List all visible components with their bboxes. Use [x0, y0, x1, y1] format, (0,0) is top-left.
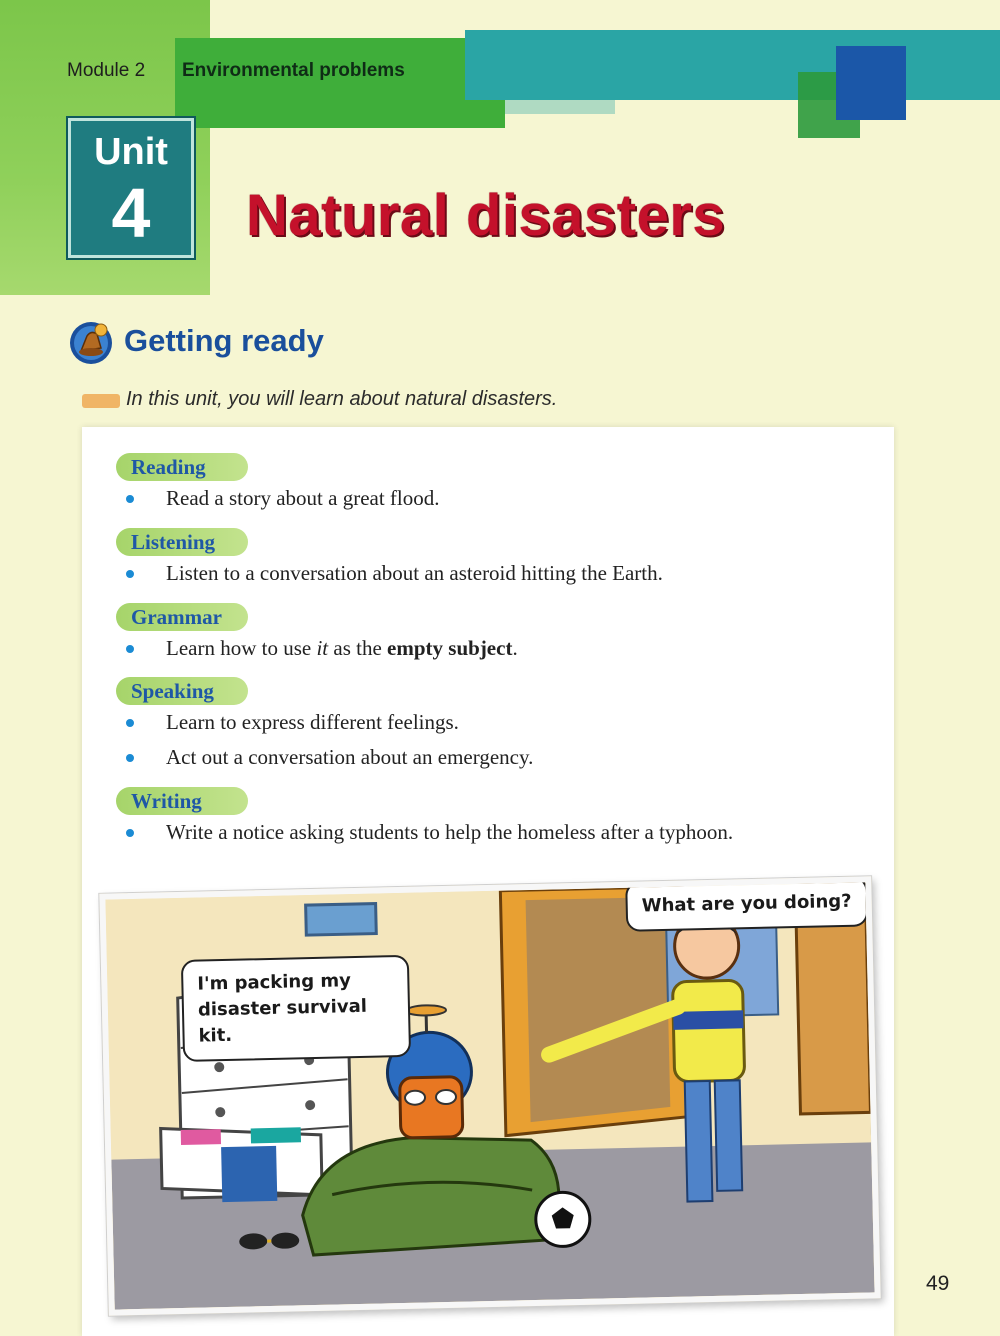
list-item: Read a story about a great flood.: [166, 486, 440, 510]
bubble-line: disaster survival kit.: [197, 995, 368, 1047]
tag-reading: Reading: [116, 453, 248, 481]
bedroom-scene: [105, 882, 874, 1309]
speech-bubble-boy: What are you doing?: [625, 876, 868, 931]
tag-listening: Listening: [116, 528, 248, 556]
item-italic: it: [316, 636, 329, 660]
list-item: Listen to a conversation about an asteroid hitting the Earth.: [166, 561, 663, 585]
module-title: Environmental problems: [182, 60, 405, 81]
header-teal-strip: [465, 30, 1000, 100]
header-teal-accent: [505, 100, 615, 114]
speech-bubble-robot: [181, 955, 411, 1062]
bubble-line: I'm packing my: [197, 970, 352, 995]
illustration: [99, 876, 880, 1315]
header-blue-square: [836, 46, 906, 120]
bell-icon: [67, 318, 117, 366]
bullet: [126, 495, 134, 503]
unit-word: Unit: [94, 131, 168, 173]
item-text: Learn how to use: [166, 636, 317, 660]
intro-text: In this unit, you will learn about natural disasters.: [126, 388, 558, 410]
bullet: [126, 645, 134, 653]
bullet: [126, 829, 134, 837]
bullet: [126, 719, 134, 727]
list-item: Learn to express different feelings.: [166, 710, 459, 734]
tag-speaking: Speaking: [116, 677, 248, 705]
intro-marker: [82, 394, 120, 408]
item-text: .: [512, 636, 518, 660]
unit-badge: [68, 118, 194, 258]
section-heading: Getting ready: [124, 323, 324, 358]
bullet: [126, 754, 134, 762]
item-bold: empty subject: [387, 636, 513, 660]
tag-writing: Writing: [116, 787, 248, 815]
list-item: [166, 636, 518, 661]
module-label: Module 2: [67, 60, 146, 81]
bullet: [126, 570, 134, 578]
list-item: Act out a conversation about an emergency.: [166, 745, 534, 769]
page-title: Natural disasters: [246, 183, 726, 248]
item-text: as the: [328, 636, 388, 660]
header-green-strip: [175, 38, 505, 128]
unit-number: 4: [111, 174, 151, 252]
list-item: Write a notice asking students to help the homeless after a typhoon.: [166, 820, 734, 844]
page-number: 49: [926, 1272, 950, 1295]
tag-grammar: Grammar: [116, 603, 248, 631]
